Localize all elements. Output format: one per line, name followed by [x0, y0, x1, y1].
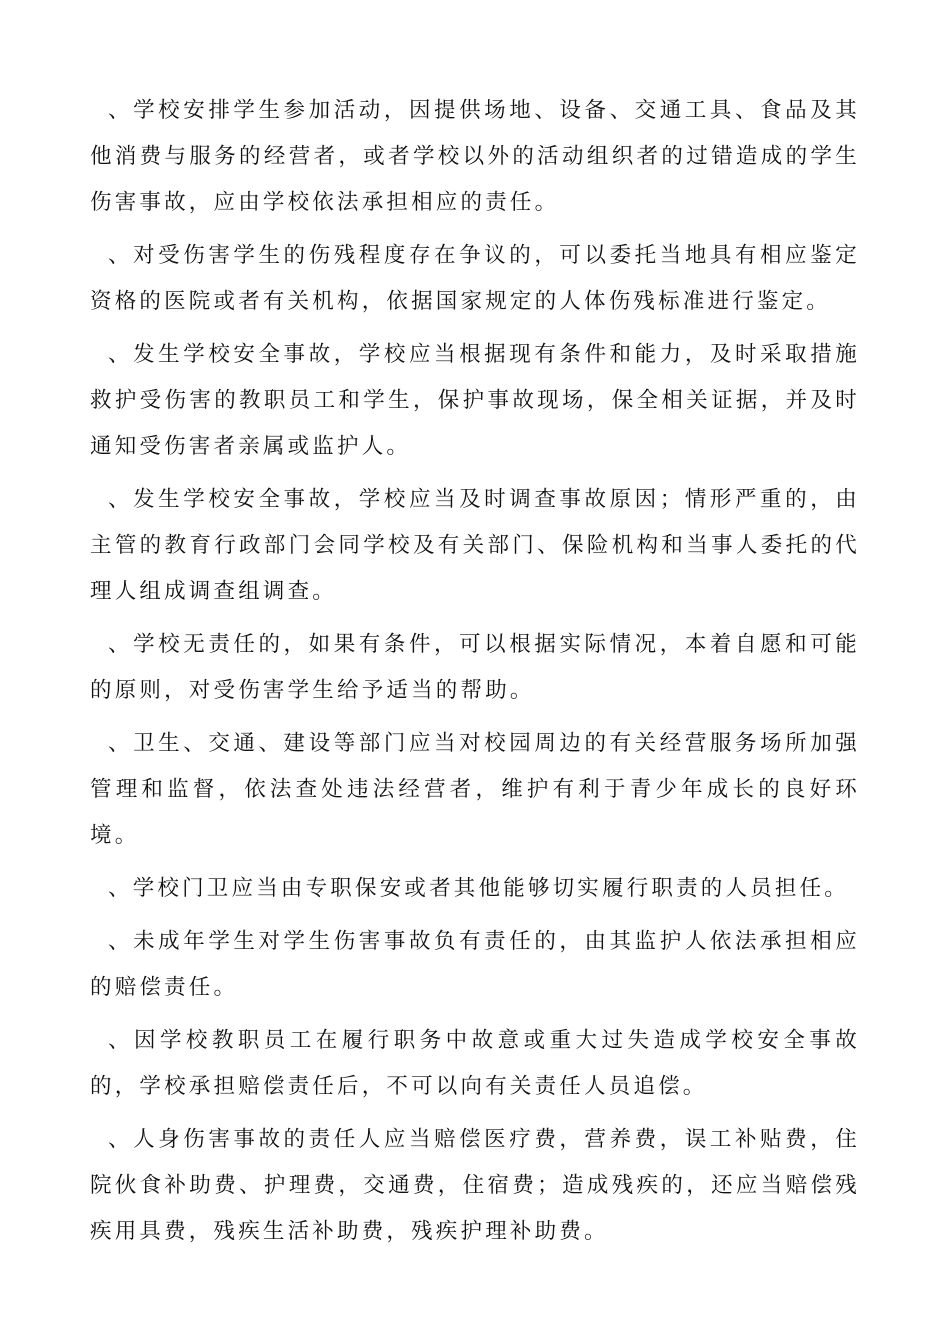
- paragraph-9: 、因学校教职员工在履行职务中故意或重大过失造成学校安全事故的，学校承担赔偿责任后，不可以向有关责任人员追偿。: [90, 1028, 860, 1099]
- paragraph-10: 、人身伤害事故的责任人应当赔偿医疗费，营养费，误工补贴费，住院伙食补助费、护理费，交通费，住宿费；造成残疾的，还应当赔偿残疾用具费，残疾生活补助费，残疾护理补助费。: [90, 1127, 860, 1244]
- paragraph-4: 、发生学校安全事故，学校应当及时调查事故原因；情形严重的，由主管的教育行政部门会同学校及有关部门、保险机构和当事人委托的代理人组成调查组调查。: [90, 487, 860, 604]
- paragraph-6: 、卫生、交通、建设等部门应当对校园周边的有关经营服务场所加强管理和监督，依法查处违法经营者，维护有利于青少年成长的良好环境。: [90, 731, 860, 848]
- paragraph-2: 、对受伤害学生的伤残程度存在争议的，可以委托当地具有相应鉴定资格的医院或者有关机构，依据国家规定的人体伤残标准进行鉴定。: [90, 243, 860, 314]
- paragraph-3: 、发生学校安全事故，学校应当根据现有条件和能力，及时采取措施救护受伤害的教职员工和学生，保护事故现场，保全相关证据，并及时通知受伤害者亲属或监护人。: [90, 342, 860, 459]
- paragraph-5: 、学校无责任的，如果有条件，可以根据实际情况，本着自愿和可能的原则，对受伤害学生给予适当的帮助。: [90, 632, 860, 703]
- paragraph-7: 、学校门卫应当由专职保安或者其他能够切实履行职责的人员担任。: [108, 876, 850, 901]
- paragraph-8: 、未成年学生对学生伤害事故负有责任的，由其监护人依法承担相应的赔偿责任。: [90, 929, 860, 1000]
- document-body: [90, 88, 860, 1262]
- paragraph-1: 、学校安排学生参加活动，因提供场地、设备、交通工具、食品及其他消费与服务的经营者，或者学校以外的活动组织者的过错造成的学生伤害事故，应由学校依法承担相应的责任。: [90, 98, 860, 215]
